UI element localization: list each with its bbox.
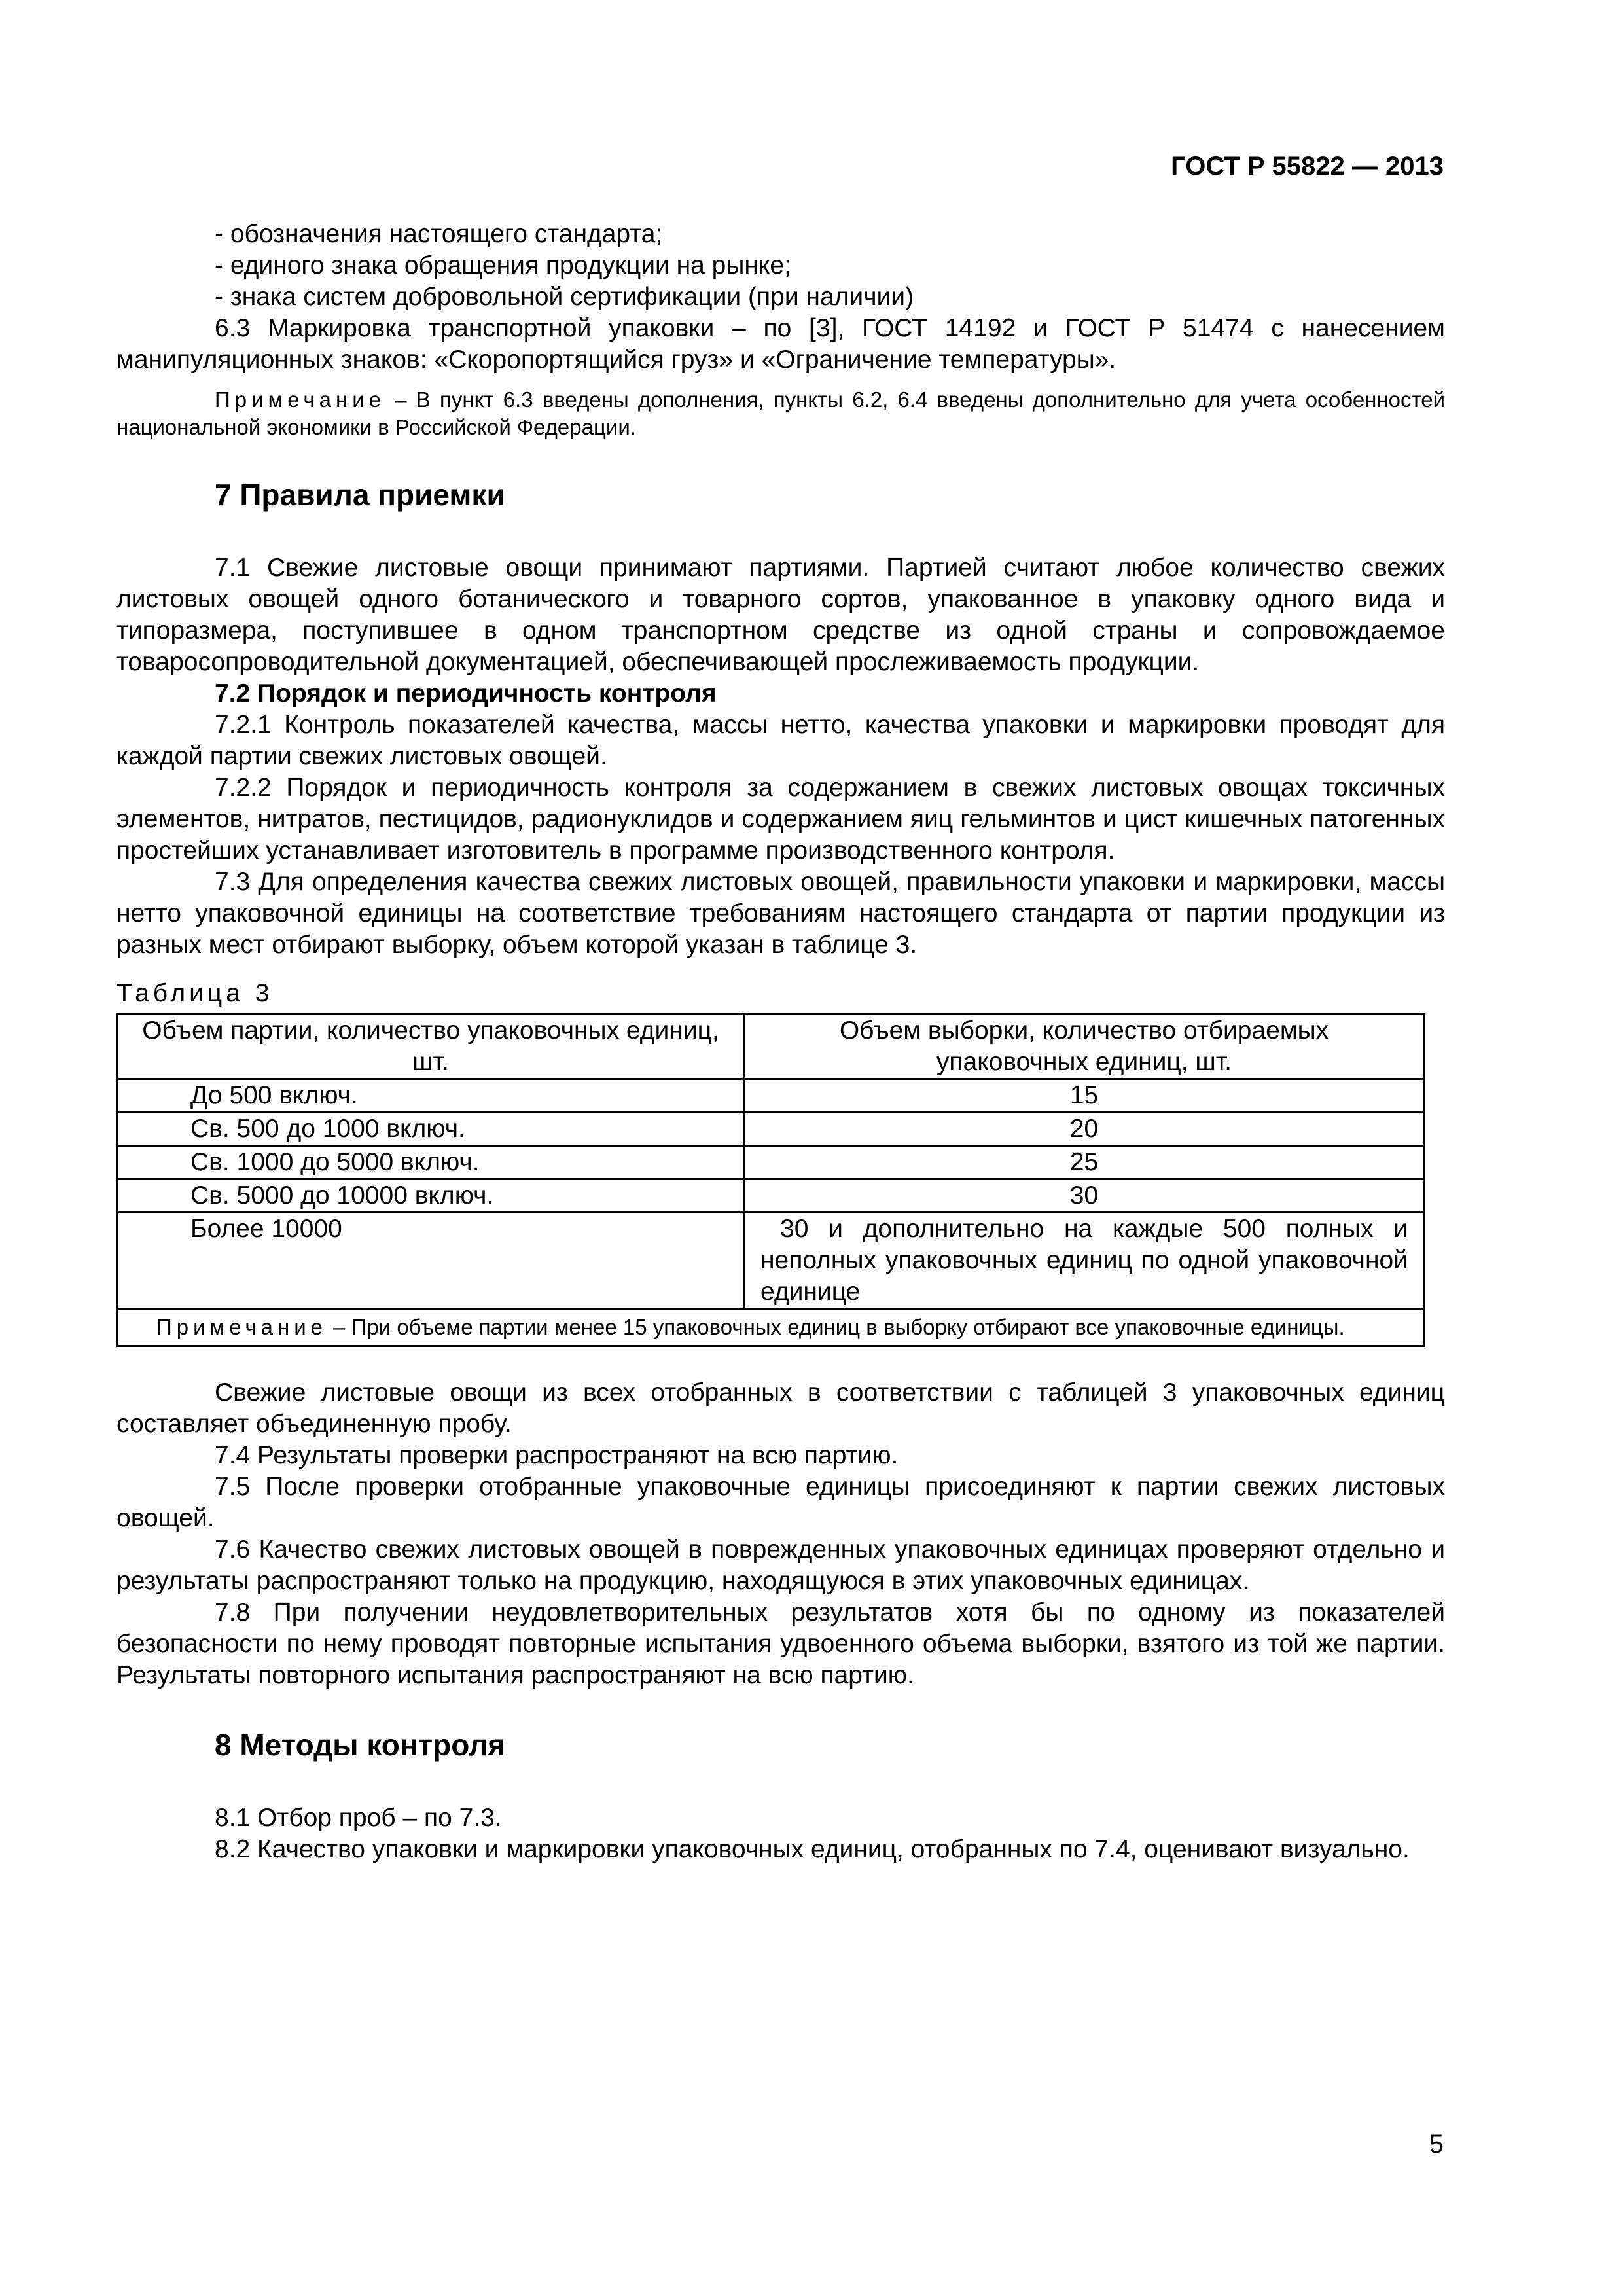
table-header-cell: Объем выборки, количество отбираемых упаковочных единиц, шт. bbox=[744, 1014, 1425, 1079]
paragraph-after-table: Свежие листовые овощи из всех отобранных в соответствии с таблицей 3 упаковочных единиц составляет объединенную пробу. bbox=[116, 1378, 1445, 1438]
list-item: - обозначения настоящего стандарта; bbox=[215, 220, 663, 248]
table-note-row bbox=[118, 1309, 1425, 1346]
table-cell: 30 и дополнительно на каждые 500 полных и неполных упаковочных единиц по одной упаковочной единице bbox=[744, 1213, 1425, 1309]
paragraph-7-1: 7.1 Свежие листовые овощи принимают партиями. Партией считают любое количество свежих листовых овощей одного ботанического и товарного сортов, упакованное в упаковку одного вида и типоразмера, поступившее в одном транспортном средстве из одной страны и сопровождаемое товаросопроводительной документацией, обеспечивающей прослеживаемость продукции. bbox=[116, 554, 1445, 676]
table-cell: 25 bbox=[744, 1146, 1425, 1179]
table-row bbox=[118, 1213, 1425, 1309]
table-row bbox=[118, 1179, 1425, 1213]
table-cell: Св. 1000 до 5000 включ. bbox=[118, 1146, 744, 1179]
table-row bbox=[118, 1079, 1425, 1113]
table-cell: Св. 5000 до 10000 включ. bbox=[118, 1179, 744, 1213]
page-number: 5 bbox=[1429, 2130, 1444, 2159]
paragraph-7-3: 7.3 Для определения качества свежих листовых овощей, правильности упаковки и маркировки, массы нетто упаковочной единицы на соответствие требованиям настоящего стандарта от партии продукции из разных мест отбирают выборку, объем которой указан в таблице 3. bbox=[116, 868, 1445, 959]
table-note bbox=[118, 1309, 1425, 1346]
paragraph-7-4: 7.4 Результаты проверки распространяют на всю партию. bbox=[215, 1441, 899, 1469]
section-8-title: 8 Методы контроля bbox=[215, 1728, 506, 1762]
list-item: - знака систем добровольной сертификации (при наличии) bbox=[215, 283, 914, 311]
paragraph-6-3: 6.3 Маркировка транспортной упаковки – по [3], ГОСТ 14192 и ГОСТ Р 51474 с нанесением манипуляционных знаков: «Скоропортящийся груз» и «Ограничение температуры». bbox=[116, 314, 1445, 374]
table-row bbox=[118, 1146, 1425, 1179]
paragraph-7-2-2: 7.2.2 Порядок и периодичность контроля за содержанием в свежих листовых овощах токсичных элементов, нитратов, пестицидов, радионуклидов и содержанием яиц гельминтов и цист кишечных патогенных простейших устанавливает изготовитель в программе производственного контроля. bbox=[116, 774, 1445, 865]
paragraph-7-2-1: 7.2.1 Контроль показателей качества, массы нетто, качества упаковки и маркировки проводят для каждой партии свежих листовых овощей. bbox=[116, 711, 1445, 770]
section-7-title: 7 Правила приемки bbox=[215, 478, 505, 512]
table-cell: Более 10000 bbox=[118, 1213, 744, 1309]
table-caption: Таблица 3 bbox=[116, 979, 274, 1007]
subsection-7-2-title: 7.2 Порядок и периодичность контроля bbox=[215, 679, 717, 708]
sampling-table bbox=[116, 1013, 1425, 1347]
table-cell: 30 bbox=[744, 1179, 1425, 1213]
paragraph-8-1: 8.1 Отбор проб – по 7.3. bbox=[215, 1804, 502, 1832]
note-label: Примечание bbox=[215, 387, 386, 412]
table-cell: До 500 включ. bbox=[118, 1079, 744, 1113]
document-body bbox=[116, 219, 1445, 1865]
table-header-cell: Объем партии, количество упаковочных единиц, шт. bbox=[118, 1014, 744, 1079]
table-note-text: – При объеме партии менее 15 упаковочных единиц в выборку отбирают все упаковочные единицы. bbox=[327, 1315, 1345, 1339]
table-note-label: Примечание bbox=[156, 1315, 328, 1339]
paragraph-7-8: 7.8 При получении неудовлетворительных результатов хотя бы по одному из показателей безопасности по нему проводят повторные испытания удвоенного объема выборки, взятого из той же партии. Результаты повторного испытания распространяют на всю партию. bbox=[116, 1598, 1445, 1689]
paragraph-7-5: 7.5 После проверки отобранные упаковочные единицы присоединяют к партии свежих листовых овощей. bbox=[116, 1473, 1445, 1532]
document-header: ГОСТ Р 55822 — 2013 bbox=[1171, 152, 1444, 181]
note-text: – В пункт 6.3 введены дополнения, пункты 6.2, 6.4 введены дополнительно для учета особенностей национальной экономики в Российской Федерации. bbox=[116, 387, 1445, 439]
paragraph-7-6: 7.6 Качество свежих листовых овощей в поврежденных упаковочных единицах проверяют отдельно и результаты распространяют только на продукцию, находящуюся в этих упаковочных единицах. bbox=[116, 1535, 1445, 1595]
note-paragraph bbox=[116, 386, 1445, 441]
paragraph-8-2: 8.2 Качество упаковки и маркировки упаковочных единиц, отобранных по 7.4, оценивают визуально. bbox=[215, 1835, 1410, 1863]
table-row bbox=[118, 1113, 1425, 1146]
table-header-row bbox=[118, 1014, 1425, 1079]
table-cell: 20 bbox=[744, 1113, 1425, 1146]
table-cell: Св. 500 до 1000 включ. bbox=[118, 1113, 744, 1146]
list-item: - единого знака обращения продукции на рынке; bbox=[215, 251, 791, 279]
table-cell: 15 bbox=[744, 1079, 1425, 1113]
